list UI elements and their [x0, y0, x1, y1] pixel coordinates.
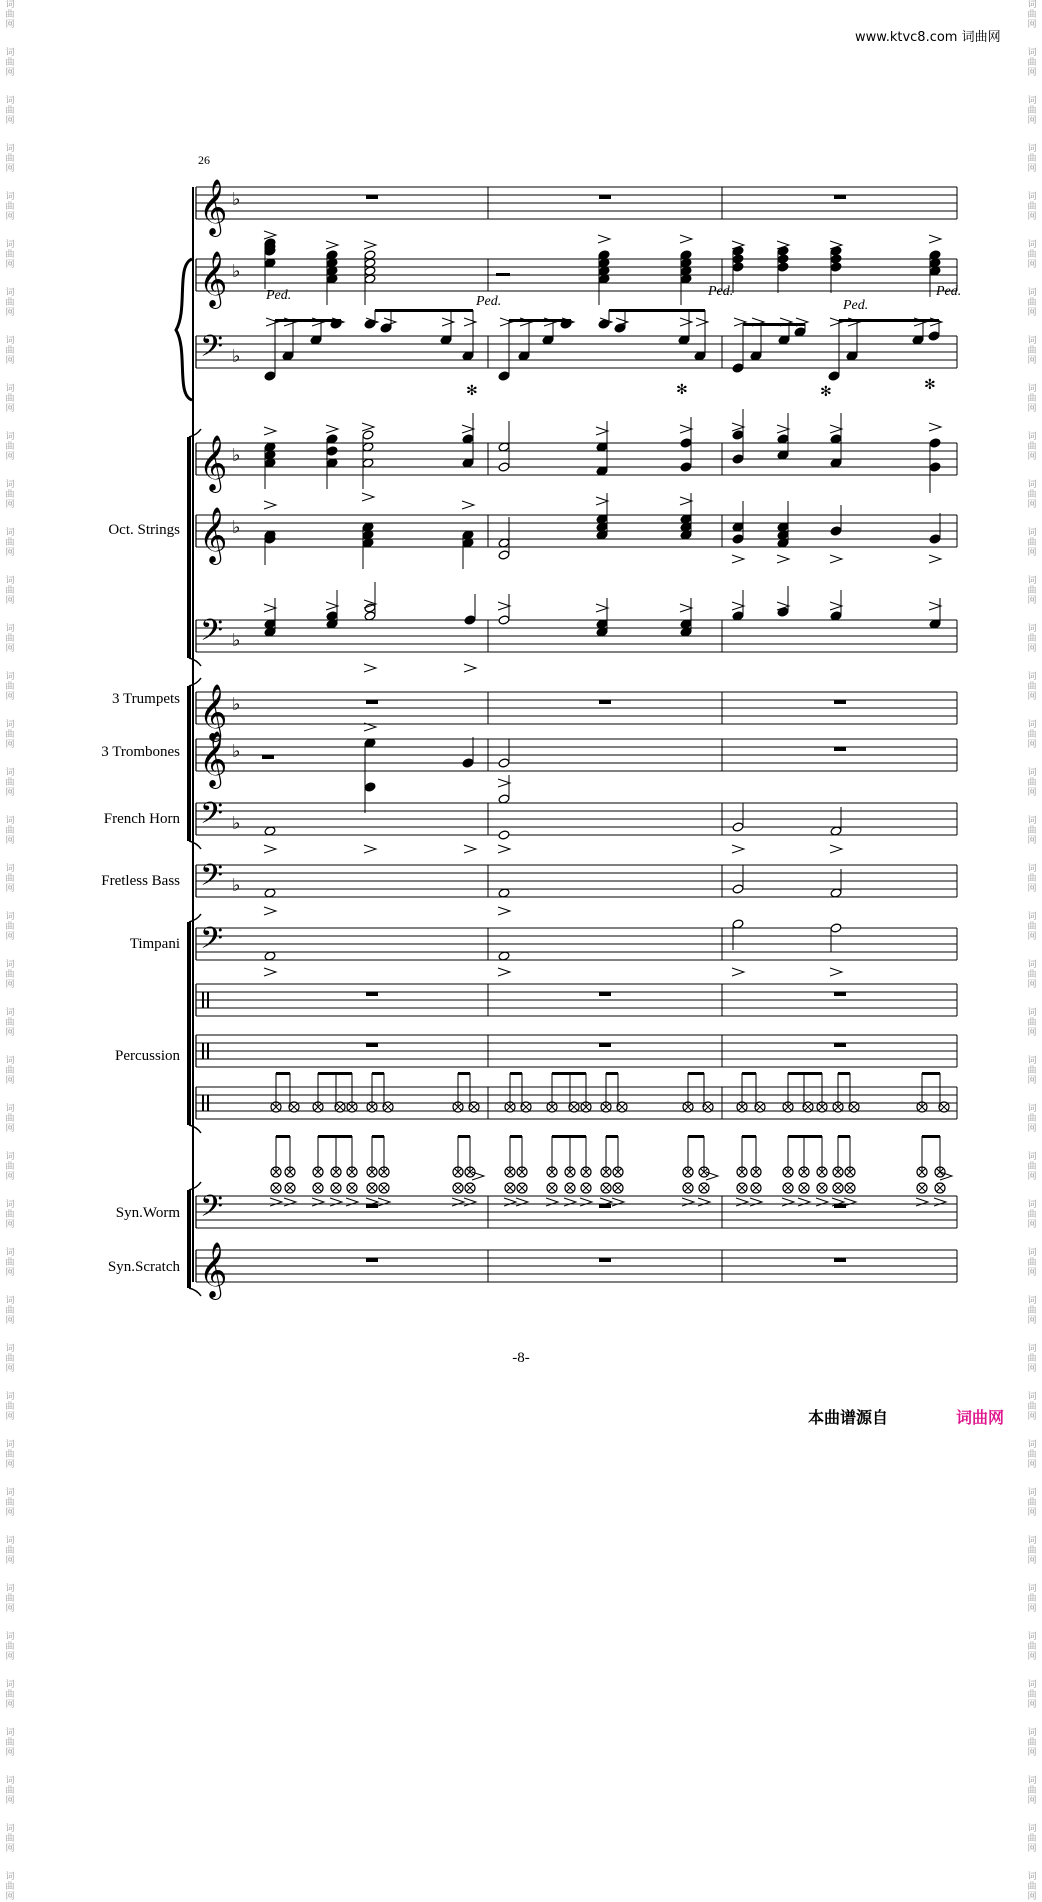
whole-rest: [599, 1258, 611, 1262]
flat-key-signature: ♭: [232, 346, 241, 367]
notehead: [929, 534, 941, 544]
measure-number: 26: [198, 153, 210, 167]
accent: [929, 555, 941, 563]
accent: [264, 968, 276, 976]
accent: [264, 845, 276, 853]
page-number: -8-: [512, 1350, 530, 1366]
pedal-mark: Ped.: [266, 288, 292, 303]
accent: [284, 1198, 296, 1206]
beam: [510, 1135, 522, 1138]
flat-key-signature: ♭: [232, 517, 241, 538]
accent: [498, 779, 510, 787]
accent: [698, 1198, 710, 1206]
notehead: [680, 462, 692, 472]
pedal-release: ✻: [820, 384, 832, 400]
accent: [364, 241, 376, 249]
accent: [680, 497, 692, 505]
instrument-label: Timpani: [129, 936, 180, 952]
whole-rest: [366, 992, 378, 996]
site-header: www.ktvc8.com 词曲网: [855, 30, 1001, 45]
accent: [929, 602, 941, 610]
accent: [596, 427, 608, 435]
accent: [362, 493, 374, 501]
accent: [498, 845, 510, 853]
accent: [782, 1198, 794, 1206]
whole-rest: [599, 700, 611, 704]
accent: [564, 1198, 576, 1206]
treble-clef: 𝄞: [199, 251, 228, 307]
flat-key-signature: ♭: [232, 875, 241, 896]
whole-rest: [834, 700, 846, 704]
notehead: [732, 454, 744, 464]
beam: [552, 1135, 586, 1138]
accent: [498, 968, 510, 976]
accent: [264, 604, 276, 612]
beam: [788, 1135, 822, 1138]
whole-rest: [599, 1043, 611, 1047]
notehead: [732, 884, 744, 894]
accent: [596, 497, 608, 505]
beam: [372, 1135, 384, 1138]
beam: [922, 1072, 940, 1075]
notehead: [498, 615, 510, 625]
bass-clef: 𝄢: [200, 859, 224, 900]
flat-key-signature: ♭: [232, 630, 241, 651]
whole-rest: [599, 992, 611, 996]
beam: [275, 319, 341, 322]
beam: [318, 1072, 352, 1075]
accent: [498, 602, 510, 610]
accent: [264, 501, 276, 509]
whole-rest: [366, 195, 378, 199]
accent: [934, 1198, 946, 1206]
notehead: [777, 254, 789, 264]
notehead: [498, 462, 510, 472]
bass-clef: 𝄢: [200, 1190, 224, 1231]
half-rest: [262, 755, 274, 759]
accent: [462, 425, 474, 433]
beam: [606, 1072, 618, 1075]
notehead: [777, 262, 789, 272]
accent: [346, 1198, 358, 1206]
notehead: [732, 363, 744, 373]
notehead: [830, 526, 842, 536]
whole-rest: [834, 1043, 846, 1047]
half-rest: [496, 273, 510, 276]
treble-clef: 𝄞: [199, 731, 228, 787]
accent: [270, 1198, 282, 1206]
accent: [830, 602, 842, 610]
treble-clef: 𝄞: [199, 435, 228, 491]
notehead: [830, 262, 842, 272]
accent: [680, 604, 692, 612]
whole-rest: [366, 1204, 378, 1208]
beam: [609, 309, 705, 312]
notehead: [828, 371, 840, 381]
flat-key-signature: ♭: [232, 189, 241, 210]
accent: [680, 235, 692, 243]
pedal-release: ✻: [676, 382, 688, 398]
notehead: [498, 371, 510, 381]
accent: [680, 425, 692, 433]
accent: [732, 555, 744, 563]
accent: [362, 423, 374, 431]
bass-clef: 𝄢: [200, 922, 224, 963]
accent: [798, 1198, 810, 1206]
beam: [458, 1072, 470, 1075]
pedal-mark: Ped.: [476, 294, 502, 309]
accent: [929, 423, 941, 431]
bass-clef: 𝄢: [200, 330, 224, 371]
whole-rest: [366, 1043, 378, 1047]
accent: [816, 1198, 828, 1206]
notehead: [326, 446, 338, 456]
whole-rest: [366, 700, 378, 704]
beam: [688, 1135, 704, 1138]
notehead: [498, 758, 510, 768]
notehead: [732, 262, 744, 272]
accent: [504, 1198, 516, 1206]
whole-rest: [834, 992, 846, 996]
footer-source-label: 本曲谱源自: [808, 1408, 889, 1427]
beam: [838, 1072, 850, 1075]
instrument-label: 3 Trombones: [101, 744, 180, 760]
flat-key-signature: ♭: [232, 813, 241, 834]
instrument-label: Syn.Worm: [115, 1205, 180, 1221]
notehead: [732, 822, 744, 832]
accent: [326, 425, 338, 433]
accent: [777, 425, 789, 433]
beam: [276, 1072, 290, 1075]
accent: [326, 602, 338, 610]
accent: [680, 318, 692, 326]
accent: [612, 1198, 624, 1206]
percussion-clef: [207, 1095, 209, 1111]
bass-clef: 𝄢: [200, 797, 224, 838]
pedal-mark: Ped.: [843, 298, 869, 313]
percussion-clef: [207, 992, 209, 1008]
accent: [732, 968, 744, 976]
treble-clef: 𝄞: [199, 1242, 228, 1298]
beam: [458, 1135, 470, 1138]
accent: [312, 1198, 324, 1206]
accent: [732, 845, 744, 853]
beam: [372, 1072, 384, 1075]
percussion-clef: [202, 992, 204, 1008]
treble-clef: 𝄞: [199, 507, 228, 563]
beam: [509, 319, 571, 322]
percussion-clef: [202, 1043, 204, 1059]
beam: [552, 1072, 586, 1075]
whole-rest: [366, 1258, 378, 1262]
notehead: [464, 615, 476, 625]
whole-rest: [834, 195, 846, 199]
pedal-mark: Ped.: [936, 284, 962, 299]
accent: [498, 907, 510, 915]
instrument-label: Syn.Scratch: [107, 1259, 180, 1275]
footer-source-site: 词曲网: [956, 1408, 1005, 1427]
instrument-label: Oct. Strings: [108, 522, 180, 538]
pedal-release: ✻: [466, 383, 478, 399]
accent: [264, 907, 276, 915]
accent: [580, 1198, 592, 1206]
beam: [742, 1072, 756, 1075]
bass-clef: 𝄢: [200, 614, 224, 655]
beam: [276, 1135, 290, 1138]
side-watermark-left: 词曲网 词曲网 词曲网 词曲网 词曲网 词曲网 词曲网 词曲网 词曲网 词曲网 词曲网 词曲网 词曲网 词曲网 词曲网 词曲网 词曲网 词曲网 词曲网 词曲网 词曲网 词曲网 词曲网 词曲网 词曲网 词曲网 词曲网 词曲网 词曲网 词曲网 词曲网 词曲网 词曲网 词曲网 词曲网 词曲网 词曲网 词曲网 词曲网 词曲网: [5, 0, 15, 1902]
accent: [598, 235, 610, 243]
instrument-label: French Horn: [103, 811, 180, 827]
flat-key-signature: ♭: [232, 694, 241, 715]
notehead: [929, 462, 941, 472]
beam: [510, 1072, 522, 1075]
treble-clef: 𝄞: [199, 684, 228, 740]
notehead: [732, 254, 744, 264]
notehead: [732, 534, 744, 544]
treble-clef: 𝄞: [199, 179, 228, 235]
accent: [378, 1198, 390, 1206]
flat-key-signature: ♭: [232, 445, 241, 466]
accent: [830, 555, 842, 563]
accent: [830, 845, 842, 853]
pedal-release: ✻: [924, 377, 936, 393]
beam: [788, 1072, 822, 1075]
accent: [596, 604, 608, 612]
piano-brace: [176, 259, 192, 400]
notehead: [830, 923, 842, 933]
notehead: [462, 758, 474, 768]
accent: [452, 1198, 464, 1206]
notehead: [364, 782, 376, 792]
beam: [688, 1072, 704, 1075]
accent: [364, 845, 376, 853]
flat-key-signature: ♭: [232, 741, 241, 762]
whole-rest: [834, 747, 846, 751]
accent: [442, 318, 454, 326]
notehead: [498, 550, 510, 560]
accent: [464, 845, 476, 853]
notehead: [680, 438, 692, 448]
beam: [838, 1135, 850, 1138]
accent: [830, 968, 842, 976]
notehead: [264, 371, 276, 381]
beam: [606, 1135, 618, 1138]
notehead: [362, 430, 374, 440]
whole-rest: [834, 1258, 846, 1262]
instrument-label: Percussion: [115, 1048, 180, 1064]
accent: [732, 423, 744, 431]
accent: [736, 1198, 748, 1206]
accent: [516, 1198, 528, 1206]
side-watermark-right: 词曲网 词曲网 词曲网 词曲网 词曲网 词曲网 词曲网 词曲网 词曲网 词曲网 词曲网 词曲网 词曲网 词曲网 词曲网 词曲网 词曲网 词曲网 词曲网 词曲网 词曲网 词曲网 词曲网 词曲网 词曲网 词曲网 词曲网 词曲网 词曲网 词曲网 词曲网 词曲网 词曲网 词曲网 词曲网 词曲网 词曲网 词曲网 词曲网 词曲网: [1027, 0, 1037, 1902]
accent: [264, 231, 276, 239]
notehead: [498, 830, 510, 840]
accent: [462, 501, 474, 509]
accent: [830, 425, 842, 433]
accent: [330, 1198, 342, 1206]
beam: [742, 1135, 756, 1138]
notehead: [929, 438, 941, 448]
percussion-clef: [207, 1043, 209, 1059]
notehead: [732, 430, 744, 440]
pedal-mark: Ped.: [708, 284, 734, 299]
beam: [922, 1135, 940, 1138]
accent: [364, 664, 376, 672]
accent: [326, 241, 338, 249]
notehead: [928, 331, 940, 341]
accent: [696, 318, 708, 326]
accent: [916, 1198, 928, 1206]
accent: [464, 664, 476, 672]
accent: [464, 1198, 476, 1206]
percussion-clef: [202, 1095, 204, 1111]
beam: [375, 309, 473, 312]
instrument-label: Fretless Bass: [101, 873, 180, 889]
accent: [777, 555, 789, 563]
accent: [264, 427, 276, 435]
accent: [750, 1198, 762, 1206]
beam: [318, 1135, 352, 1138]
accent: [682, 1198, 694, 1206]
accent: [464, 318, 476, 326]
accent: [546, 1198, 558, 1206]
accent: [732, 602, 744, 610]
instrument-label: 3 Trumpets: [112, 691, 180, 707]
notehead: [830, 254, 842, 264]
accent: [929, 235, 941, 243]
whole-rest: [599, 195, 611, 199]
flat-key-signature: ♭: [232, 261, 241, 282]
